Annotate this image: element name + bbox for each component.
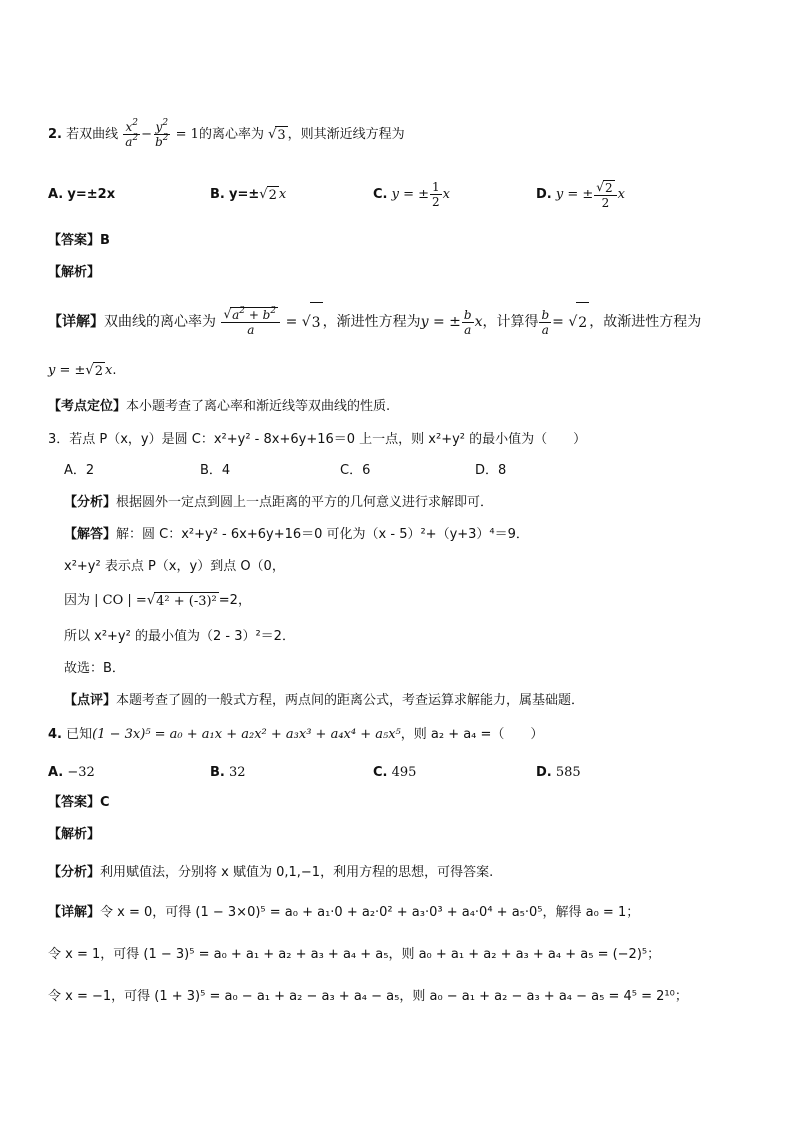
q3-line-b <box>64 592 251 611</box>
option-letter: B． <box>200 463 222 478</box>
detail-text: 令 x = 0，可得 (1 − 3×0)⁵ = a₀ + a₁·0 + a₂·0² + a₃·0³ + a₄·0⁴ + a₅·0⁵，解得 a₀ = 1； <box>100 905 640 920</box>
q3-option-a[interactable] <box>64 462 94 480</box>
q3-fenxi <box>64 494 493 512</box>
option-value: 32 <box>229 765 246 780</box>
q4-text: 已知 <box>66 727 93 742</box>
q4-analysis-label: 【解析】 <box>48 827 101 842</box>
line-text: 因为 <box>64 593 91 608</box>
option-letter: C． <box>340 463 363 478</box>
q2-option-d[interactable]: D. y = ± √ 2 2 x <box>536 179 625 210</box>
q4-stem <box>48 726 543 744</box>
q3-dianping <box>64 692 584 710</box>
q3-line-d: 故选：B． <box>64 661 125 676</box>
detail-text: ，渐进性方程为 <box>322 314 421 330</box>
option-letter: C. <box>373 187 388 202</box>
sqrt-2: √ 2 <box>259 187 277 203</box>
q3-option-d[interactable] <box>475 462 506 480</box>
option-letter: D． <box>475 463 499 478</box>
fenxi-label: 【分析】 <box>48 865 101 880</box>
detail-text: 双曲线的离心率为 <box>104 314 216 330</box>
option-letter: C. <box>373 765 388 780</box>
q2-fraction-x: $\frac{x^2}{a^2}$ <box>125 118 139 149</box>
detail-label: 【详解】 <box>48 314 104 330</box>
q2-text-after: ，则其渐近线方程为 <box>287 127 405 142</box>
line-text: =2， <box>218 593 251 608</box>
q2-analysis-label: 【解析】 <box>48 265 101 280</box>
dianping-text: 本题考查了圆的一般式方程，两点间的距离公式，考查运算求解能力，属基础题． <box>116 693 585 708</box>
q4-option-d[interactable] <box>536 764 581 782</box>
option-value: y=± <box>229 187 260 202</box>
option-value: 4 <box>221 463 231 478</box>
kaodian-text: 本小题考查了离心率和渐近线等双曲线的性质. <box>126 399 391 414</box>
detail-label: 【详解】 <box>48 905 101 920</box>
q3-line-c: 所以 x²+y² 的最小值为（2 - 3）²＝2． <box>64 629 295 644</box>
eccentricity-fraction: √ $a^2 + b^2$ a <box>221 307 280 337</box>
answer-label: 【答案】 <box>48 795 101 810</box>
option-value: −32 <box>67 765 95 780</box>
q2-text-before: 若双曲线 <box>66 127 119 142</box>
q2-fraction-y: $\frac{y^2}{b^2}$ <box>155 118 169 149</box>
option-letter: D. <box>536 187 552 202</box>
option-letter: A. <box>48 187 64 202</box>
q2-detail: 【详解】双曲线的离心率为 √ $a^2 + b^2$ a = √ 3 ，渐进性方程为y = ± $\frac{b}{a}$ x，计算得 $\frac{b}{a}$ = √ 2 ，故渐进性方程为 <box>48 302 701 343</box>
q2-option-b[interactable]: B. y=± √ 2 x <box>210 187 287 203</box>
q3-line-a: x²+y² 表示点 P（x，y）到点 O（0， <box>64 559 285 574</box>
q4-expansion: (1 − 3x)⁵ = a₀ + a₁x + a₂x² + a₃x³ + a₄x⁴ + a₅x⁵ <box>92 727 401 742</box>
q2-sqrt-3: √ 3 <box>268 127 286 143</box>
q2-text-mid: 的离心率为 <box>198 127 264 142</box>
q2-equals-one: = 1 <box>175 127 199 142</box>
q2-stem: 2. 若双曲线 $\frac{x^2}{a^2}$ − $\frac{y^2}{b^2}$ = 1的离心率为 √ 3 ，则其渐近线方程为 <box>48 118 405 149</box>
option-letter: B. <box>210 187 225 202</box>
sqrt-distance: √ 4² + (-3)² <box>146 593 217 609</box>
q4-answer <box>48 794 110 812</box>
kaodian-label: 【考点定位】 <box>48 399 127 414</box>
q4-detail-2: 令 x = 1，可得 (1 − 3)⁵ = a₀ + a₁ + a₂ + a₃ + a₄ + a₅，则 a₀ + a₁ + a₂ + a₃ + a₄ + a₅ = (−2)⁵； <box>48 947 661 962</box>
fenxi-label: 【分析】 <box>64 495 117 510</box>
detail-text: ，计算得 <box>482 314 539 330</box>
q2-kaodian <box>48 398 390 416</box>
option-value: 6 <box>362 463 371 478</box>
fenxi-text: 利用赋值法，分别将 x 赋值为 0,1,−1，利用方程的思想，可得答案. <box>100 865 494 880</box>
option-letter: A． <box>64 463 86 478</box>
q2-option-c[interactable]: C. y = ± $\frac{1}{2}$ x <box>373 180 451 209</box>
q2-number: 2. <box>48 127 62 142</box>
option-value: y = ± <box>391 187 430 202</box>
q4-option-a[interactable] <box>48 764 95 782</box>
q4-number: 4. <box>48 727 62 742</box>
fenxi-text: 根据圆外一定点到圆上一点距离的平方的几何意义进行求解即可． <box>116 495 494 510</box>
co-text: | CO | = <box>94 593 147 608</box>
answer-value: B <box>100 233 110 248</box>
q3-option-b[interactable] <box>200 462 230 480</box>
q2-result: y = ± √ 2 x. <box>48 363 117 379</box>
option-letter: D. <box>536 765 552 780</box>
q2-answer <box>48 232 110 250</box>
option-value: y=±2x <box>67 187 116 202</box>
option-value: y = ± <box>555 187 594 202</box>
option-value: 495 <box>391 765 417 780</box>
q4-detail-3: 令 x = −1，可得 (1 + 3)⁵ = a₀ − a₁ + a₂ − a₃ + a₄ − a₅，则 a₀ − a₁ + a₂ − a₃ + a₄ − a₅ = 4⁵ = 2¹⁰； <box>48 989 688 1004</box>
option-value: 2 <box>85 463 95 478</box>
option-value: 585 <box>555 765 581 780</box>
answer-label: 【答案】 <box>48 233 101 248</box>
result-text: y = ± <box>48 363 86 378</box>
answer-value: C <box>100 795 110 810</box>
q3-jieda <box>64 526 529 544</box>
q4-fenxi <box>48 864 493 882</box>
jieda-label: 【解答】 <box>64 527 117 542</box>
option-letter: B. <box>210 765 225 780</box>
option-value: 8 <box>498 463 507 478</box>
jieda-text: 解：圆 C：x²+y² - 6x+6y+16＝0 可化为（x - 5）²+（y+3）⁴＝9． <box>116 527 529 542</box>
dianping-label: 【点评】 <box>64 693 117 708</box>
q3-option-c[interactable] <box>340 462 370 480</box>
q4-option-c[interactable] <box>373 764 416 782</box>
q2-option-a[interactable] <box>48 186 115 204</box>
q4-text: ，则 a₂ + a₄ =（ ） <box>400 727 544 742</box>
option-letter: A. <box>48 765 64 780</box>
q3-stem: 3．若点 P（x，y）是圆 C：x²+y² - 8x+6y+16＝0 上一点，则 x²+y² 的最小值为（ ） <box>48 432 587 447</box>
q4-detail-1 <box>48 904 639 922</box>
q4-option-b[interactable] <box>210 764 246 782</box>
detail-text: ，故渐进性方程为 <box>589 314 702 330</box>
